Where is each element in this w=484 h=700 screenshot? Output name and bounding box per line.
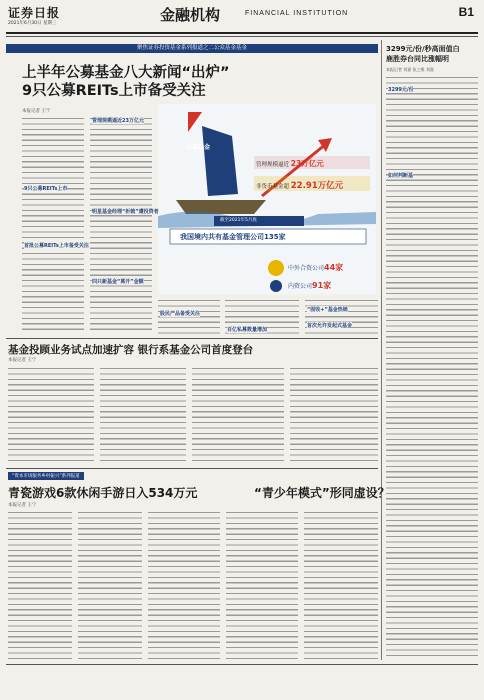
lead-subhead-6: 股民产品备受关注 — [160, 311, 201, 317]
footer-rule — [6, 664, 478, 665]
lead-subhead-2: 9只公募REITs上市 — [24, 186, 68, 192]
nonmm-label: 非货币基金超 22.91万亿元 — [256, 181, 344, 191]
section2-col3 — [192, 366, 284, 464]
lead-subhead-7: “固收+”基金热销 — [307, 307, 348, 313]
section2-byline: 本报记者 王宁 — [8, 358, 37, 363]
lead-headline-line2: 9只公募REITs上市备受关注 — [22, 83, 206, 99]
right-byline: 本报记者 刘嘉 张之维 刘嘉 — [386, 67, 434, 72]
section3-col3 — [148, 510, 220, 660]
scale-value: 23万亿元 — [290, 159, 324, 168]
section2-headline: 基金投顾业务试点加速扩容 银行系基金公司首度登台 — [8, 344, 254, 356]
lead-subhead-8: 百亿私募数量增加 — [227, 327, 268, 333]
section2-rule — [6, 338, 378, 339]
lead-subhead-3: 首批公募REITs上市备受关注 — [24, 243, 89, 249]
series-banner: 聚焦证券投资基金系列报道之二公众基金基金 — [6, 44, 378, 53]
ship-label: 公募基金 — [186, 144, 211, 151]
fund-infographic — [158, 104, 376, 294]
section2-col4 — [290, 366, 378, 464]
lead-subhead-5: 四只新基金“离开”金额 — [92, 279, 144, 285]
section3-col2 — [78, 510, 142, 660]
page-number: B1 — [458, 5, 474, 19]
infographic-art — [158, 104, 376, 294]
right-subhead-1: 3299元/份 — [388, 87, 414, 93]
issue-date: 2021年6月30日 星期三 — [8, 21, 57, 26]
section3-col5 — [304, 510, 378, 660]
right-headline-line1: 3299元/份/秒高面值白 — [386, 45, 460, 53]
year-tag: 截至2021年5月底 — [220, 218, 257, 223]
masthead-rule — [6, 32, 478, 34]
lead-body-col1 — [22, 116, 84, 334]
newspaper-logo: 证券日报 — [8, 6, 61, 20]
scale-label: 管理规模逼近 23万亿元 — [256, 159, 324, 168]
section-title: 金融机构 — [160, 6, 221, 24]
section-title-en: FINANCIAL INSTITUTION — [245, 10, 349, 17]
lead-headline-line1: 上半年公募基金八大新闻“出炉” — [22, 65, 230, 81]
lead-subhead-1: 管理规模逼近23万亿元 — [92, 118, 144, 124]
right-headline-line2: 鹿胜券台同比涨幅明 — [386, 55, 449, 63]
section3-byline: 本报记者 王宁 — [8, 503, 37, 508]
masthead-rule-thin — [6, 36, 478, 37]
lead-byline: 本报记者 王宁 — [22, 109, 51, 114]
column-divider — [381, 40, 382, 660]
lead-subhead-4: 明星基金经理“折戟”遭投资者 — [92, 209, 159, 215]
right-subhead-2: 如何判断基 — [388, 173, 414, 179]
foreign-jv-count: 中外合资公司44家 — [288, 263, 344, 272]
series-tag: “资本市场服务乡村振兴”系列报道 — [8, 472, 84, 480]
section3-col1 — [8, 510, 72, 660]
section2-col1 — [8, 366, 94, 464]
section3-headline-left: 青瓷游戏6款休闲手游日入534万元 — [8, 486, 198, 500]
managers-count: 我国境内共有基金管理公司135家 — [180, 233, 286, 241]
section3-headline-right: “青少年模式”形同虚设？ — [254, 486, 390, 500]
nonmm-value: 22.91万亿元 — [290, 181, 344, 191]
section2-col2 — [100, 366, 186, 464]
section3-rule — [6, 468, 378, 469]
section3-col4 — [226, 510, 298, 660]
lead-subhead-9: 首次允许发起式基金 — [307, 323, 353, 329]
domestic-count: 内资公司91家 — [288, 281, 332, 290]
lead-body-col2 — [90, 116, 152, 334]
right-body — [386, 75, 478, 660]
